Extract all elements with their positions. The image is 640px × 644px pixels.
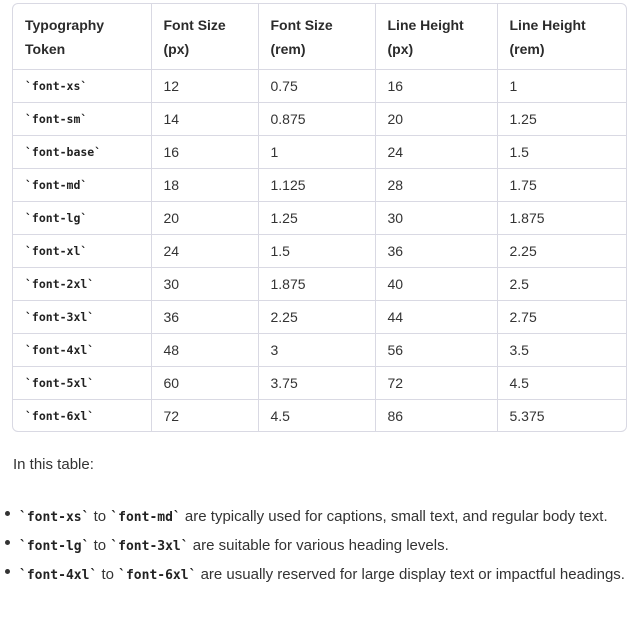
cell-line-height-rem: 1.75 xyxy=(497,168,626,201)
cell-font-size-rem: 4.5 xyxy=(258,399,375,432)
cell-font-size-px: 30 xyxy=(151,267,258,300)
cell-font-size-rem: 0.875 xyxy=(258,102,375,135)
table-header-row xyxy=(13,4,626,69)
cell-font-size-rem: 1.125 xyxy=(258,168,375,201)
typography-table xyxy=(12,3,627,432)
table-row xyxy=(13,69,626,102)
cell-line-height-px: 72 xyxy=(375,366,497,399)
list-item: `font-xs` to `font-md` are typically used for captions, small text, and regular body text. xyxy=(0,503,630,532)
cell-font-size-rem: 1 xyxy=(258,135,375,168)
cell-token: `font-4xl` xyxy=(13,333,151,366)
cell-line-height-px: 86 xyxy=(375,399,497,432)
cell-line-height-rem: 1.25 xyxy=(497,102,626,135)
cell-line-height-rem: 2.75 xyxy=(497,300,626,333)
cell-font-size-rem: 3.75 xyxy=(258,366,375,399)
list-item: `font-4xl` to `font-6xl` are usually reserved for large display text or impactful headings. xyxy=(0,561,630,590)
cell-line-height-px: 20 xyxy=(375,102,497,135)
cell-line-height-px: 16 xyxy=(375,69,497,102)
cell-font-size-px: 60 xyxy=(151,366,258,399)
table-row xyxy=(13,267,626,300)
cell-font-size-px: 24 xyxy=(151,234,258,267)
cell-line-height-px: 24 xyxy=(375,135,497,168)
cell-line-height-rem: 5.375 xyxy=(509,407,545,424)
cell-line-height-px: 44 xyxy=(375,300,497,333)
table-row xyxy=(13,168,626,201)
cell-line-height-px: 28 xyxy=(375,168,497,201)
cell-font-size-rem: 2.25 xyxy=(258,300,375,333)
cell-font-size-px: 48 xyxy=(151,333,258,366)
header-font-size-rem: Font Size (rem) xyxy=(258,4,375,69)
cell-line-height-rem: 1.875 xyxy=(497,201,626,234)
cell-line-height-rem: 2.5 xyxy=(497,267,626,300)
cell-line-height-px: 40 xyxy=(375,267,497,300)
cell-token: `font-2xl` xyxy=(13,267,151,300)
cell-token: `font-sm` xyxy=(13,102,151,135)
header-font-size-px: Font Size (px) xyxy=(151,4,258,69)
cell-line-height-px: 30 xyxy=(375,201,497,234)
header-line-height-rem: Line Height (rem) xyxy=(497,4,626,69)
cell-token: `font-6xl` xyxy=(13,399,151,432)
cell-line-height-rem: 4.5 xyxy=(497,366,626,399)
cell-token: `font-5xl` xyxy=(13,366,151,399)
intro-text: In this table: xyxy=(13,456,94,473)
cell-font-size-px: 36 xyxy=(151,300,258,333)
cell-token: `font-xs` xyxy=(13,69,151,102)
cell-token: `font-lg` xyxy=(13,201,151,234)
cell-font-size-px: 12 xyxy=(151,69,258,102)
cell-font-size-px: 14 xyxy=(151,102,258,135)
cell-font-size-rem: 3 xyxy=(258,333,375,366)
cell-line-height-rem: 1.5 xyxy=(497,135,626,168)
cell-font-size-rem: 1.25 xyxy=(258,201,375,234)
cell-line-height-rem: 2.25 xyxy=(497,234,626,267)
table-row xyxy=(13,366,626,399)
cell-font-size-px: 16 xyxy=(151,135,258,168)
cell-token: `font-md` xyxy=(13,168,151,201)
table-row xyxy=(13,201,626,234)
cell-line-height-rem: 1 xyxy=(497,69,626,102)
header-token: Typography Token xyxy=(13,4,151,69)
header-line-height-px: Line Height (px) xyxy=(375,4,497,69)
table-row xyxy=(13,300,626,333)
cell-font-size-rem: 1.875 xyxy=(258,267,375,300)
table-row xyxy=(13,135,626,168)
cell-token: `font-3xl` xyxy=(13,300,151,333)
cell-font-size-px: 20 xyxy=(151,201,258,234)
table-row xyxy=(13,399,626,432)
notes-list xyxy=(0,503,630,590)
cell-line-height-px: 56 xyxy=(375,333,497,366)
cell-font-size-rem: 0.75 xyxy=(258,69,375,102)
cell-token: `font-base` xyxy=(13,135,151,168)
cell-font-size-rem: 1.5 xyxy=(258,234,375,267)
table-row xyxy=(13,102,626,135)
table-row xyxy=(13,234,626,267)
cell-token: `font-xl` xyxy=(13,234,151,267)
table-row xyxy=(13,333,626,366)
cell-line-height-rem: 3.5 xyxy=(497,333,626,366)
cell-font-size-px: 18 xyxy=(151,168,258,201)
list-item: `font-lg` to `font-3xl` are suitable for various heading levels. xyxy=(0,532,630,561)
cell-font-size-px: 72 xyxy=(151,399,258,432)
cell-line-height-px: 36 xyxy=(375,234,497,267)
